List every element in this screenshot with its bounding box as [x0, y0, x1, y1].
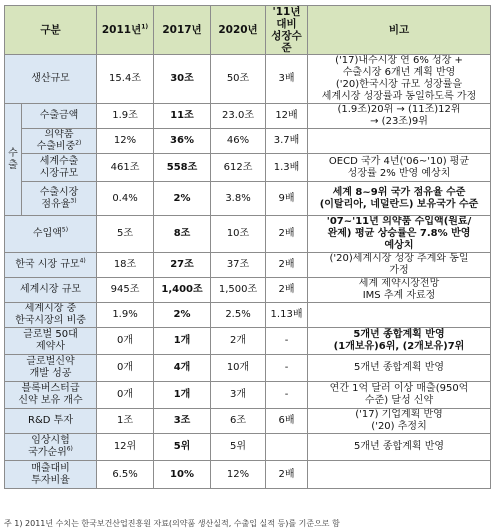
cell-remark: (1.9조)20위 → (11조)12위 → (23조)9위: [308, 104, 491, 129]
cell-2017: 558조: [154, 154, 211, 182]
row-label: [22, 182, 97, 216]
row-label-text: 의약품 수출비중: [36, 129, 76, 152]
cell-2017: 8조: [154, 216, 211, 253]
cell-growth: -: [266, 328, 308, 355]
cell-2020: 10조: [211, 216, 266, 253]
cell-growth: 3.7배: [266, 129, 308, 154]
row-label: [5, 382, 97, 409]
cell-remark: 세계 제약시장전망 IMS 추계 자료정: [308, 278, 491, 303]
header-2011: 2011년$^{1)}$: [97, 6, 154, 55]
cell-2017: 36%: [154, 129, 211, 154]
cell-2011: 0.4%: [97, 182, 154, 216]
cell-growth: 3배: [266, 55, 308, 104]
cell-2011: 1조: [97, 409, 154, 434]
table-row: [5, 303, 491, 328]
outlook-table: [4, 5, 491, 489]
row-label: [5, 55, 97, 104]
cell-2017: 4개: [154, 355, 211, 382]
cell-2017: 3조: [154, 409, 211, 434]
row-label-footnote-mark: 3): [70, 197, 77, 205]
table-row: [5, 355, 491, 382]
cell-2020: 6조: [211, 409, 266, 434]
table-row: [5, 154, 491, 182]
cell-2017: 2%: [154, 182, 211, 216]
cell-2011: 1.9조: [97, 104, 154, 129]
row-label-text: 수출금액: [39, 110, 79, 121]
cell-growth: 2배: [266, 278, 308, 303]
cell-remark: ('17)내수시장 연 6% 성장 + 수출시장 6개년 계획 반영 ('20)한국시장 규모 성장률을 세계시장 성장률과 동일하도록 가정: [308, 55, 491, 104]
cell-2020: 46%: [211, 129, 266, 154]
cell-remark: 5개년 종합계획 반영: [308, 434, 491, 461]
row-label-footnote-mark: 6): [66, 445, 73, 453]
cell-2011: 461조: [97, 154, 154, 182]
cell-growth: 1.13배: [266, 303, 308, 328]
cell-remark: '07~'11년 의약품 수입액(원료/ 완제) 평균 상승률은 7.8% 반영 예상치: [308, 216, 491, 253]
cell-growth: 9배: [266, 182, 308, 216]
cell-2017: 11조: [154, 104, 211, 129]
row-label: [5, 303, 97, 328]
header-row: [5, 6, 491, 55]
cell-2017: 2%: [154, 303, 211, 328]
row-label: [5, 216, 97, 253]
cell-growth: 2배: [266, 253, 308, 278]
table-row: [5, 104, 491, 129]
cell-2011: 0개: [97, 382, 154, 409]
cell-2017: 27조: [154, 253, 211, 278]
row-label: [5, 461, 97, 489]
cell-2011: 945조: [97, 278, 154, 303]
table-row: [5, 182, 491, 216]
table-row: [5, 409, 491, 434]
header-2020: 2020년: [211, 6, 266, 55]
cell-2011: 18조: [97, 253, 154, 278]
cell-remark: 5개년 종합계획 반영: [308, 355, 491, 382]
cell-remark: OECD 국가 4년('06~'10) 평균 성장률 2% 반영 예상치: [308, 154, 491, 182]
cell-2011: 0개: [97, 328, 154, 355]
cell-2020: 612조: [211, 154, 266, 182]
cell-2020: 2개: [211, 328, 266, 355]
row-label-footnote-mark: 4): [79, 257, 86, 265]
export-group-label: 수 출: [5, 104, 22, 216]
cell-2020: 23.0조: [211, 104, 266, 129]
cell-growth: [266, 434, 308, 461]
cell-2011: 0개: [97, 355, 154, 382]
row-label-text: 임상시험 국가순위: [28, 435, 70, 458]
table-row: [5, 434, 491, 461]
cell-2011: 12위: [97, 434, 154, 461]
table-row: [5, 278, 491, 303]
row-label-text: R&D 투자: [28, 415, 73, 426]
cell-2017: 30조: [154, 55, 211, 104]
cell-2011: 6.5%: [97, 461, 154, 489]
cell-growth: 12배: [266, 104, 308, 129]
row-label-text: 수출시장 점유율: [39, 186, 79, 210]
row-label: [5, 253, 97, 278]
table-row: [5, 216, 491, 253]
row-label-footnote-mark: 2): [75, 139, 82, 147]
table-row: [5, 328, 491, 355]
cell-2017: 1개: [154, 328, 211, 355]
row-label: [5, 278, 97, 303]
cell-2020: 50조: [211, 55, 266, 104]
cell-2020: 10개: [211, 355, 266, 382]
cell-2011: 5조: [97, 216, 154, 253]
cell-2020: 37조: [211, 253, 266, 278]
row-label-footnote-mark: 5): [61, 226, 69, 234]
row-label: [5, 355, 97, 382]
table-row: [5, 55, 491, 104]
cell-2020: 3개: [211, 382, 266, 409]
header-2017: 2017년: [154, 6, 211, 55]
row-label: [22, 129, 97, 154]
row-label: [5, 434, 97, 461]
footnote: 주 1) 2011년 수치는 한국보건산업진흥원 자료(의약품 생산실적, 수출입 실적 등)를 기준으로 함: [4, 519, 340, 528]
cell-remark: 연간 1억 달러 이상 매출(950억 수준) 달성 신약: [308, 382, 491, 409]
table-row: [5, 382, 491, 409]
cell-remark: ('17) 기업계획 반영 ('20) 추정치: [308, 409, 491, 434]
cell-2020: 2.5%: [211, 303, 266, 328]
cell-2011: 15.4조: [97, 55, 154, 104]
row-label-text: 세계수출 시장규모: [39, 155, 79, 179]
row-label: [22, 104, 97, 129]
row-label-text: 세계시장 규모: [19, 284, 82, 295]
cell-2011: 12%: [97, 129, 154, 154]
row-label-text: 글로벌신약 개발 성공: [26, 356, 75, 379]
cell-2011: 1.9%: [97, 303, 154, 328]
cell-remark: [308, 129, 491, 154]
cell-2020: 1,500조: [211, 278, 266, 303]
header-category: 구분: [5, 6, 97, 55]
cell-remark: 세계 8~9위 국가 점유율 수준 (이탈리아, 네덜란드) 보유국가 수준: [308, 182, 491, 216]
cell-growth: 6배: [266, 409, 308, 434]
cell-growth: -: [266, 355, 308, 382]
row-label-text: 매출대비 투자비율: [31, 462, 70, 486]
cell-growth: -: [266, 382, 308, 409]
cell-2017: 10%: [154, 461, 211, 489]
cell-growth: 2배: [266, 461, 308, 489]
cell-growth: 2배: [266, 216, 308, 253]
cell-2020: 12%: [211, 461, 266, 489]
cell-2020: 3.8%: [211, 182, 266, 216]
cell-2017: 1,400조: [154, 278, 211, 303]
cell-growth: 1.3배: [266, 154, 308, 182]
row-label: [5, 328, 97, 355]
cell-remark: 5개년 종합계획 반영 (1개보유)6위, (2개보유)7위: [308, 328, 491, 355]
header-growth: '11년대비 성장수준: [266, 6, 308, 55]
row-label-text: 세계시장 중 한국시장의 비중: [15, 303, 86, 326]
header-remark: 비고: [308, 6, 491, 55]
table-row: [5, 253, 491, 278]
row-label-text: 블록버스터급 신약 보유 개수: [18, 383, 83, 406]
cell-remark: ('20)세계시장 성장 추계와 동일 가정: [308, 253, 491, 278]
table-row: [5, 461, 491, 489]
row-label-text: 글로벌 50대 제약사: [23, 329, 78, 352]
row-label-text: 생산규모: [31, 73, 70, 84]
cell-2017: 5위: [154, 434, 211, 461]
cell-2017: 1개: [154, 382, 211, 409]
row-label-text: 한국 시장 규모: [15, 259, 80, 270]
row-label: [5, 409, 97, 434]
cell-remark: [308, 461, 491, 489]
cell-remark: [308, 303, 491, 328]
table-row: [5, 129, 491, 154]
cell-2020: 5위: [211, 434, 266, 461]
row-label: [22, 154, 97, 182]
row-label-text: 수입액: [32, 228, 62, 239]
